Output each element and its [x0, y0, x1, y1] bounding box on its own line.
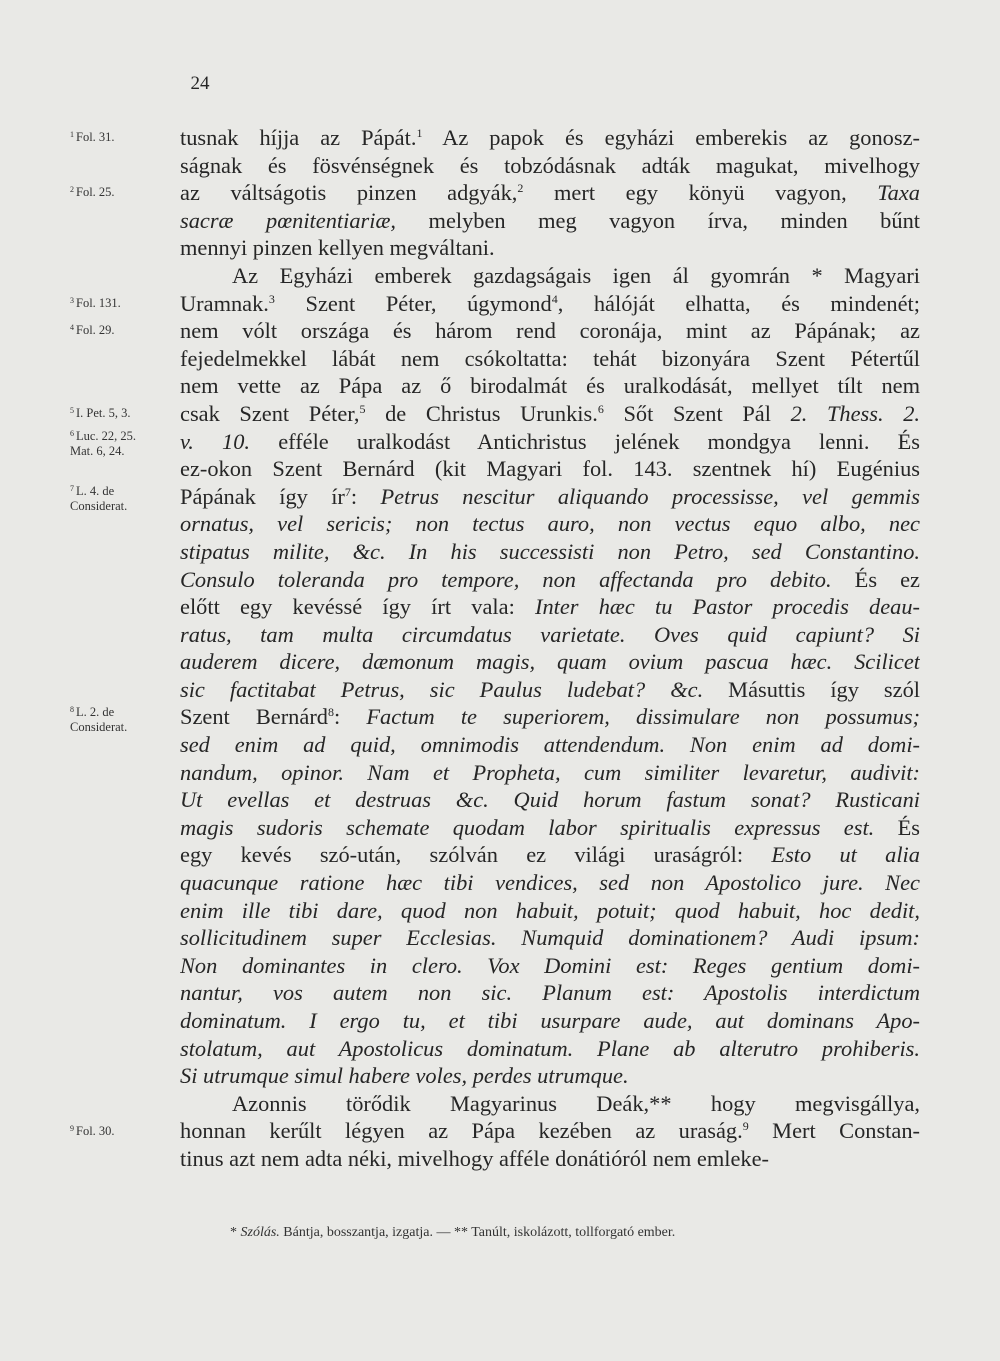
footnote-reference: 6	[597, 401, 604, 416]
text-line	[180, 124, 920, 152]
text-line	[180, 759, 920, 787]
footnote-reference: 4	[551, 291, 558, 306]
footnote	[230, 1225, 890, 1241]
margin-note	[70, 426, 182, 459]
text-line	[180, 924, 920, 952]
text-line	[180, 676, 920, 704]
text-run: , hálóját elhatta, és mindenét;	[557, 290, 920, 316]
margin-note-mark: 8	[70, 704, 74, 714]
margin-note	[70, 182, 182, 200]
text-run: ságnak és fösvénségnek és tobzódásnak adták magukat, mivelhogy	[180, 152, 920, 178]
text-run: efféle uralkodást Antichristus jelének mondgya lenni. És	[250, 428, 920, 454]
text-line	[180, 1062, 920, 1090]
text-run: mennyi pinzen kellyen megváltani.	[180, 235, 495, 261]
margin-note-text: Fol. 31.	[76, 130, 115, 144]
text-run: Az papok és egyházi emberekis az gonosz-	[422, 125, 920, 150]
text-run: :	[350, 483, 381, 509]
text-line	[180, 566, 920, 594]
margin-note	[70, 127, 182, 145]
margin-note-mark: 1	[70, 130, 74, 139]
page-number: 24	[190, 73, 210, 94]
text-run: nem vette az Pápa az ő birodalmát és uralkodását, mellyet tílt nem	[180, 373, 920, 399]
text-run: Szent Péter, úgymond	[274, 290, 552, 316]
latin-text: ratus, tam multa circumdatus varietate. Oves quid capiunt? Si	[180, 621, 920, 647]
text-line	[180, 1007, 920, 1035]
text-run: Sőt Szent Pál	[603, 400, 791, 426]
footnote-reference: 8	[327, 705, 334, 720]
text-run: előtt egy kevéssé így írt vala:	[180, 594, 535, 620]
latin-text: dominatum. I ergo tu, et tibi usurpare aude, aut dominans Apo-	[180, 1008, 920, 1033]
text-line	[180, 262, 920, 290]
text-run: Azonnis törődik Magyarinus Deák,** hogy megvisgállya,	[232, 1090, 920, 1116]
margin-note-mark: 4	[70, 323, 74, 333]
margin-note-text: L. 2. de	[76, 704, 115, 719]
latin-text: nantur, vos autem non sic. Planum est: Apostolis interdictum	[180, 980, 920, 1006]
text-line	[180, 372, 920, 400]
footnote-reference: 1	[416, 126, 423, 140]
text-run: honnan kerűlt légyen az Pápa kezében az uraság.	[180, 1118, 743, 1144]
text-line	[180, 1145, 920, 1173]
margin-note-text: Mat. 6, 24.	[70, 443, 125, 458]
latin-text: Non dominantes in clero. Vox Domini est: Reges gentium domi-	[180, 952, 920, 978]
text-line	[180, 400, 920, 428]
margin-note-text: Fol. 131.	[76, 295, 121, 310]
margin-note	[70, 320, 182, 338]
margin-note-mark: 7	[70, 483, 74, 493]
text-run: nem vólt országa és három rend coronája, mint az Pápának; az	[180, 318, 920, 344]
text-line	[180, 483, 920, 511]
margin-note-text: Considerat.	[70, 719, 128, 734]
margin-note-mark: 9	[70, 1123, 74, 1133]
text-line	[180, 979, 920, 1007]
text-line	[180, 179, 920, 207]
text-line	[180, 538, 920, 566]
body-text	[180, 124, 920, 1173]
text-line	[180, 428, 920, 456]
text-line	[180, 455, 920, 483]
margin-note-mark: 6	[70, 428, 74, 438]
text-run: És ez	[831, 566, 920, 592]
latin-text: Taxa	[877, 180, 920, 206]
text-line	[180, 152, 920, 180]
text-run: Pápának így ír	[180, 483, 345, 509]
latin-text: sollicitudinem super Ecclesias. Numquid dominationem? Audi ipsum:	[180, 925, 920, 951]
margin-note	[70, 702, 182, 735]
text-run: Az Egyházi emberek gazdagságais igen ál gyomrán * Magyari	[232, 262, 920, 288]
latin-text: enim ille tibi dare, quod non habuit, potuit; quod habuit, hoc dedit,	[180, 897, 920, 923]
text-run: Szent Bernárd	[180, 704, 328, 730]
text-line	[180, 510, 920, 538]
text-run: És	[874, 814, 920, 840]
text-line	[180, 897, 920, 925]
latin-text: stolatum, aut Apostolicus dominatum. Plane ab alterutro prohiberis.	[180, 1035, 920, 1061]
text-line	[180, 207, 920, 235]
text-line	[180, 317, 920, 345]
margin-note-mark: 2	[70, 185, 74, 195]
text-run: tusnak híjja az Pápát.	[180, 125, 417, 150]
margin-note	[70, 481, 182, 514]
footnote-term: Szólás.	[240, 1225, 280, 1240]
latin-text: sic factitabat Petrus, sic Paulus ludebat? &c.	[180, 676, 704, 702]
latin-text: ornatus, vel sericis; non tectus auro, non vectus equo albo, nec	[180, 511, 920, 537]
text-run: fejedelmekkel lábát nem csókoltatta: tehát bizonyára Szent Pétertűl	[180, 345, 920, 371]
latin-text: v. 10.	[180, 428, 251, 454]
latin-text: Si utrumque simul habere voles, perdes utrumque.	[180, 1063, 629, 1089]
footnote-reference: 9	[742, 1119, 749, 1134]
margin-note-text: Luc. 22, 25.	[76, 428, 137, 443]
text-run: Másuttis így szól	[703, 676, 920, 702]
margin-note-mark: 5	[70, 406, 74, 415]
latin-text: 2. Thess. 2.	[790, 400, 920, 426]
text-line	[180, 593, 920, 621]
text-line	[180, 731, 920, 759]
text-line	[180, 703, 920, 731]
latin-text: Inter hæc tu Pastor procedis deau-	[535, 594, 920, 620]
text-line	[180, 345, 920, 373]
text-line	[180, 841, 920, 869]
latin-text: Petrus nescitur aliquando processisse, vel gemmis	[380, 483, 920, 509]
text-line	[180, 786, 920, 814]
text-line	[180, 814, 920, 842]
footnote-mark: *	[230, 1225, 241, 1240]
latin-text: quacunque ratione hæc tibi vendices, sed non Apostolico jure. Nec	[180, 870, 920, 896]
latin-text: sed enim ad quid, omnimodis attendendum. Non enim ad domi-	[180, 732, 920, 758]
margin-note-text: Fol. 29.	[76, 323, 115, 338]
text-line	[180, 1035, 920, 1063]
latin-text: auderem dicere, dæmonum magis, quam ovium pascua hæc. Scilicet	[180, 649, 920, 675]
latin-text: Factum te superiorem, dissimulare non possumus;	[366, 704, 920, 730]
footnote-definition: Bántja, bosszantja, izgatja. — ** Tanúlt, iskolázott, tollforgató ember.	[279, 1225, 676, 1240]
text-run: Uramnak.	[180, 290, 269, 316]
latin-text: magis sudoris schemate quodam labor spiritualis expressus est.	[180, 814, 875, 840]
text-line	[180, 1090, 920, 1118]
margin-note-text: Fol. 25.	[76, 185, 115, 200]
text-line	[180, 1117, 920, 1145]
text-run: tinus azt nem adta néki, mivelhogy afféle donátióról nem emleke-	[180, 1145, 770, 1171]
latin-text: Esto ut alia	[771, 842, 920, 868]
text-run: az váltságotis pinzen adgyák,	[180, 180, 518, 206]
footnote-reference: 5	[359, 401, 366, 416]
text-line	[180, 648, 920, 676]
text-run: Mert Constan-	[748, 1118, 920, 1144]
footnote-reference: 7	[344, 484, 351, 499]
text-line	[180, 290, 920, 318]
latin-text: nandum, opinor. Nam et Propheta, cum similiter levaretur, audivit:	[180, 759, 920, 785]
text-line	[180, 952, 920, 980]
text-run: de Christus Urunkis.	[365, 400, 598, 426]
latin-text: Ut evellas et destruas &c. Quid horum fastum sonat? Rusticani	[180, 787, 920, 813]
text-line	[180, 621, 920, 649]
text-run: :	[333, 704, 367, 730]
margin-note	[70, 1121, 182, 1139]
latin-text: sacræ pœnitentiariæ,	[180, 207, 397, 233]
text-run: egy kevés szó-után, szólván ez világi uraságról:	[180, 842, 772, 868]
text-run: mert egy könyü vagyon,	[523, 180, 878, 206]
footnote-reference: 3	[268, 291, 275, 306]
footnote-reference: 2	[517, 181, 524, 196]
margin-note	[70, 293, 182, 311]
margin-note-text: I. Pet. 5, 3.	[76, 406, 131, 420]
latin-text: Consulo toleranda pro tempore, non affectanda pro debito.	[180, 566, 832, 592]
latin-text: stipatus milite, &c. In his successisti non Petro, sed Constantino.	[180, 538, 920, 564]
text-run: ez-okon Szent Bernárd (kit Magyari fol. 143. szentnek hí) Eugénius	[180, 456, 920, 482]
text-run: csak Szent Péter,	[180, 400, 360, 426]
margin-note-text: Considerat.	[70, 498, 128, 513]
margin-note-mark: 3	[70, 295, 74, 305]
margin-note-text: Fol. 30.	[76, 1123, 115, 1138]
margin-note-text: L. 4. de	[76, 483, 115, 498]
text-line	[180, 869, 920, 897]
text-line	[180, 234, 920, 262]
text-run: melyben meg vagyon írva, minden bűnt	[396, 207, 920, 233]
margin-note	[70, 403, 182, 421]
